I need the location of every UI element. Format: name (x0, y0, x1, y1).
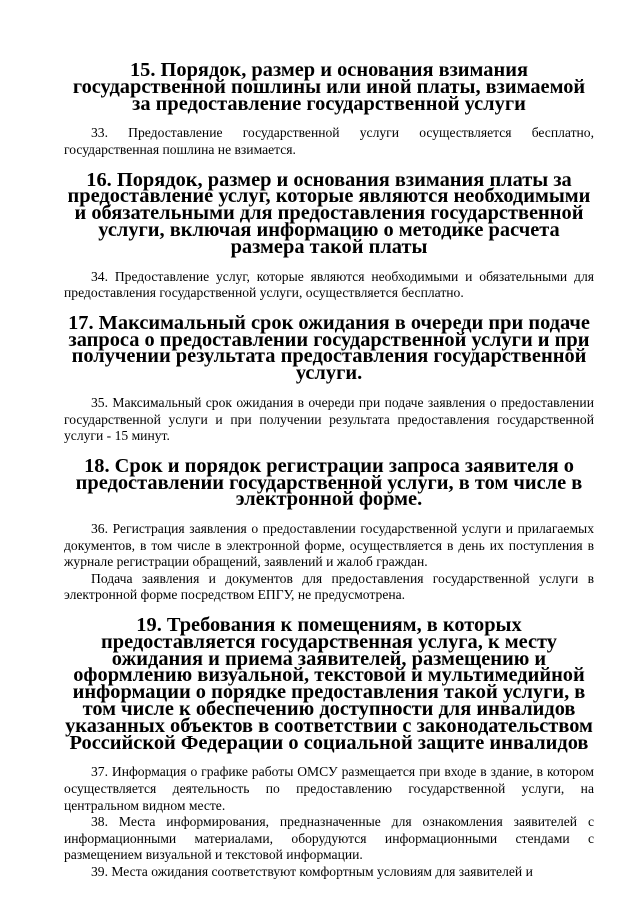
paragraph-35: 35. Максимальный срок ожидания в очереди при подаче заявления о предоставлении государственной услуги и при получении результата предоставления государственной услуги - 15 минут. (64, 394, 594, 444)
section-18-heading: 18. Срок и порядок регистрации запроса заявителя о предоставлении государственной услуги, в том числе в электронной форме. (75, 454, 583, 511)
paragraph-37: 37. Информация о графике работы ОМСУ размещается при входе в здание, в котором осуществляется деятельность по предоставлению государственной услуги, на центральном видном месте. (64, 764, 594, 813)
paragraph-33: 33. Предоставление государственной услуги осуществляется бесплатно, государственная пошлина не взимается. (64, 125, 594, 157)
paragraph-36-continued: Подача заявления и документов для предоставления государственной услуги в электронной форме посредством ЕПГУ, не предусмотрена. (64, 570, 594, 603)
paragraph-39: 39. Места ожидания соответствуют комфортным условиям для заявителей и (91, 864, 533, 880)
section-16-heading: 16. Порядок, размер и основания взимания платы за предоставление услуг, которые являются необходимыми и обязательными для предоставления государственной услуги, включая информацию о методике расчета размера такой платы (67, 168, 591, 258)
paragraph-34: 34. Предоставление услуг, которые являются необходимыми и обязательными для предоставления государственной услуги, осуществляется бесплатно. (64, 268, 594, 301)
section-15-heading: 15. Порядок, размер и основания взимания государственной пошлины или иной платы, взимаемой за предоставление государственной услуги (72, 59, 586, 115)
paragraph-36: 36. Регистрация заявления о предоставлении государственной услуги и прилагаемых документов, в том числе в электронной форме, осуществляется в день их поступления в журнале регистрации обращений, заявлений и жалоб граждан. (64, 521, 594, 570)
paragraph-38: 38. Места информирования, предназначенные для ознакомления заявителей с информационными материалами, оборудуются информационными стендами с размещением визуальной и текстовой информации. (64, 814, 594, 863)
section-17-heading: 17. Максимальный срок ожидания в очереди при подаче запроса о предоставлении государственной услуги и при получении результата предоставления государственной услуги. (68, 311, 590, 385)
section-19-heading: 19. Требования к помещениям, в которых предоставляется государственная услуга, к месту ожидания и приема заявителей, размещению и оформлению визуальной, текстовой и мультимедийной информации о порядке предоставления такой услуги, в том числе к обеспечению доступности для инвалидов указанных объектов в соответствии с законодательством Российской Федерации о социальной защите инвалидов (65, 614, 593, 754)
